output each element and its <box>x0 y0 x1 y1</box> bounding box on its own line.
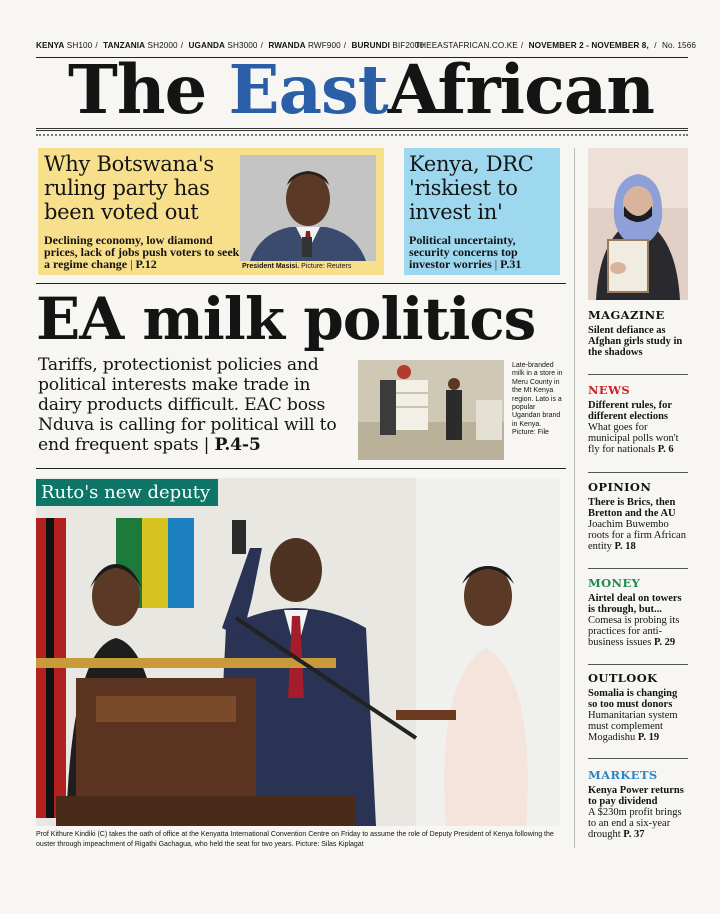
rail-headline: Airtel deal on towers is through, but... <box>588 593 682 615</box>
section-label: OPINION <box>588 480 652 494</box>
photo-caption: Prof Kithure Kindiki (C) takes the oath of office at the Kenyatta International Convention Centre on Friday to assume the role of Deputy President of Kenya following the ouster through impeachment of Rigathi Gachagua, who held the seat for two years. Picture: Silas Kiplagat <box>36 831 554 848</box>
section-label: MAGAZINE <box>588 308 665 322</box>
teaser-kenya-drc[interactable] <box>404 148 560 275</box>
teaser-headline: Kenya, DRC 'riskiest to invest in' <box>409 152 534 224</box>
rail-headline: Somalia is changing so too must donors <box>588 688 678 710</box>
section-label: MONEY <box>588 576 641 590</box>
teaser-deck: Political uncertainty, security concerns top investor worries | P.31 <box>409 233 522 271</box>
rail-body: Joachim Buwembo roots for a firm African entity P. 18 <box>588 519 686 552</box>
main-headline[interactable]: EA milk politics <box>36 285 536 353</box>
rail-body: What goes for municipal polls won't fly for nationals P. 6 <box>588 422 679 455</box>
rail-headline: There is Brics, then Bretton and the AU <box>588 497 676 519</box>
rail-outlook[interactable] <box>588 671 688 743</box>
photo-caption: President Masisi. Picture: Reuters <box>242 263 352 270</box>
column-divider <box>574 148 575 848</box>
site-url[interactable]: THEEASTAFRICAN.CO.KE <box>415 41 518 50</box>
photo-headline-tag[interactable]: Ruto's new deputy <box>36 479 218 506</box>
section-label: NEWS <box>588 383 631 397</box>
rail-headline: Different rules, for different elections <box>588 400 672 422</box>
swearing-in-photo <box>36 478 560 826</box>
masthead-logo: The EastAfrican <box>68 50 654 129</box>
rail-body: Humanitarian system must complement Mogadishu P. 19 <box>588 710 678 743</box>
masisi-photo <box>240 155 376 261</box>
rail-markets[interactable] <box>588 768 688 840</box>
rail-magazine[interactable] <box>588 308 688 358</box>
rail-headline: Kenya Power returns to pay dividend <box>588 785 684 807</box>
rail-opinion[interactable] <box>588 480 688 552</box>
issue-number: No. 1566 <box>661 41 696 50</box>
teaser-headline: Why Botswana's ruling party has been voted out <box>44 152 214 224</box>
issue-dates: NOVEMBER 2 - NOVEMBER 8, <box>528 41 649 50</box>
section-label: MARKETS <box>588 768 658 782</box>
teaser-deck: Declining economy, low diamond prices, lack of jobs push voters to seek a regime change | P.12 <box>44 233 240 271</box>
afghan-girl-photo <box>588 148 688 300</box>
section-label: OUTLOOK <box>588 671 658 685</box>
rail-body: Comesa is probing its practices for anti-business issues P. 29 <box>588 615 680 648</box>
rail-headline: Silent defiance as Afghan girls study in the shadows <box>588 325 683 358</box>
milk-store-photo <box>358 360 504 460</box>
dotted-rule <box>36 134 688 137</box>
price-bar: KENYA SH100 / TANZANIA SH2000 / UGANDA SH3000 / RWANDA RWF900 / BURUNDI BIF2000 THEEASTAFRICAN.CO.KE / NOVEMBER 2 - NOVEMBER 8, / No. 1566 <box>36 41 696 50</box>
rail-body: A $230m profit brings to an end a six-year drought P. 37 <box>588 807 682 840</box>
main-deck: Tariffs, protectionist policies and political interests make trade in dairy products difficult. EAC boss Nduva is calling for political will to end frequent spats | P.4-5 <box>38 355 337 455</box>
rail-money[interactable] <box>588 576 688 648</box>
photo-caption: Late-branded milk in a store in Meru County in the Mt Kenya region. Lato is a popular Ugandan brand in Kenya. Picture: File <box>512 362 563 437</box>
rail-news[interactable] <box>588 383 688 455</box>
